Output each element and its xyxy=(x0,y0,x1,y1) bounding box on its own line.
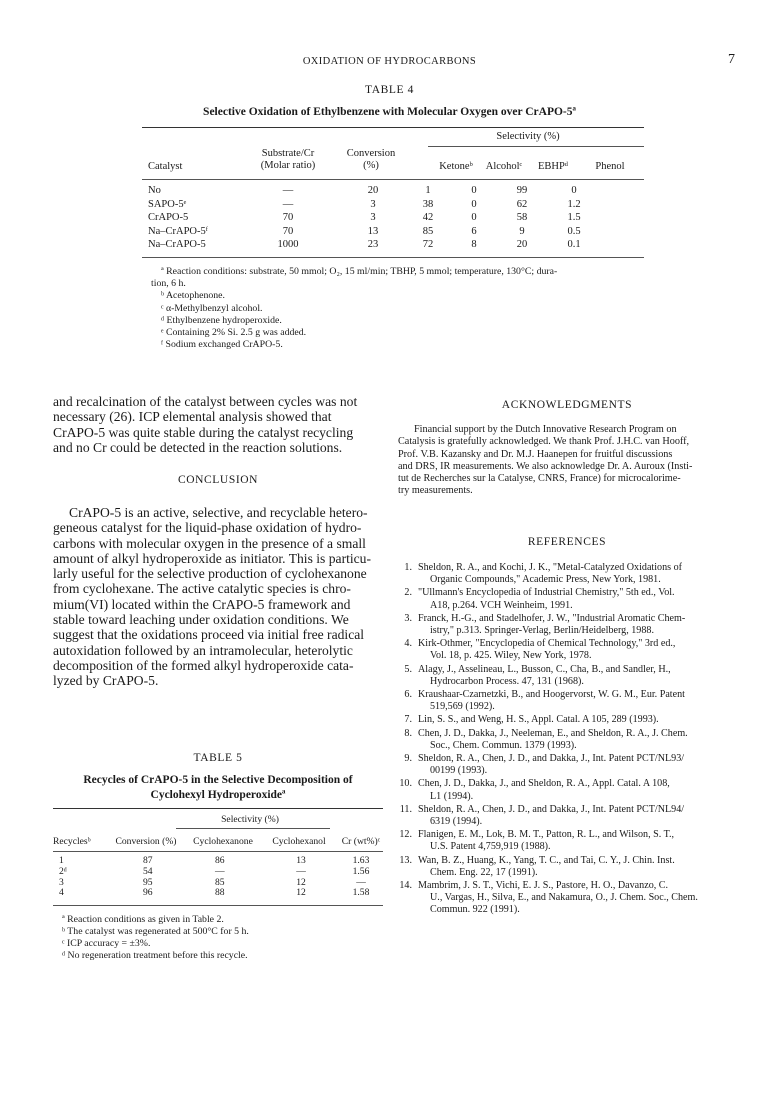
table4-cell-alcohol: 6 xyxy=(471,225,477,237)
table5-cell-cr: 1.56 xyxy=(352,865,370,877)
table5-cell-conversion: 96 xyxy=(143,887,153,899)
table4-cell-ebhp: 99 xyxy=(516,185,528,197)
conclusion-heading: CONCLUSION xyxy=(177,474,259,486)
text-line: suggest that the oxidations proceed via initial free radical xyxy=(53,627,365,643)
table5-col-conversion: Conversion (%) xyxy=(115,836,177,847)
reference-item xyxy=(392,728,740,752)
reference-line: Chen, J. D., Dakka, J., Neeleman, E., and Sheldon, R. A., J. Chem. xyxy=(418,727,688,739)
reference-number: 14. xyxy=(399,880,412,892)
reference-number: 8. xyxy=(404,727,412,739)
table5-cell-cr: 1.63 xyxy=(352,855,370,866)
table4-cell-ketone: 42 xyxy=(422,212,434,224)
table4-cell-spacer xyxy=(602,211,644,225)
table4-footnote-c: ᶜ α-Methylbenzyl alcohol. xyxy=(161,302,263,314)
table4-cell-conversion: 3 xyxy=(370,198,376,210)
table4-cell-ebhp: 58 xyxy=(516,212,528,224)
table5-cell-cyclohexanone: 85 xyxy=(215,876,225,888)
reference-number: 2. xyxy=(404,587,412,599)
table5-caption: TABLE 5 xyxy=(193,752,243,764)
table4-col-ebhp: EBHPᵈ xyxy=(537,161,569,172)
reference-number: 10. xyxy=(399,778,412,790)
table4-cell-ebhp: 9 xyxy=(519,225,525,237)
table5-cell-recycles: 2ᵈ xyxy=(59,865,67,877)
text-line: and recalcination of the catalyst between cycles was not xyxy=(53,394,358,409)
table5-header-rule xyxy=(53,851,383,852)
reference-item xyxy=(392,829,740,853)
table5-cell-conversion: 87 xyxy=(143,855,153,866)
table5-cell-cyclohexanone: 88 xyxy=(215,887,225,899)
table4-cell-spacer xyxy=(602,198,644,212)
table4-row xyxy=(142,238,644,252)
table4-cell-conversion: 13 xyxy=(367,225,379,237)
table4-col-ketone: Ketoneᵇ xyxy=(439,161,473,172)
table4-row xyxy=(142,211,644,225)
table5-col-cyclohexanol: Cyclohexanol xyxy=(272,836,326,847)
table4-footnote-a-cont: tion, 6 h. xyxy=(151,278,186,290)
table4-col-conversion: Conversion xyxy=(346,148,396,159)
reference-line: Flanigen, E. M., Lok, B. M. T., Patton, R. L., and Wilson, S. T., xyxy=(418,829,675,841)
table4-cell-ebhp: 20 xyxy=(516,239,528,251)
table4-title: Selective Oxidation of Ethylbenzene with Molecular Oxygen over CrAPO-5ª xyxy=(203,106,576,118)
references-heading: REFERENCES xyxy=(527,536,607,548)
acknowledgments-paragraph xyxy=(398,424,736,498)
table4-footnote-e: ᵉ Containing 2% Si. 2.5 g was added. xyxy=(161,327,307,339)
reference-item xyxy=(392,562,740,586)
table5-title-line: Recycles of CrAPO-5 in the Selective Decomposition of xyxy=(83,774,353,786)
table4-footnote-a: ª Reaction conditions: substrate, 50 mmol; O₂, 15 ml/min; TBHP, 5 mmol; temperature, 130°C; dura- xyxy=(161,266,558,277)
reference-line: Lin, S. S., and Weng, H. S., Appl. Catal. A 105, 289 (1993). xyxy=(418,714,659,726)
reference-item xyxy=(392,638,740,662)
table5-group-rule xyxy=(176,828,330,829)
table4-col-phenol: Phenol xyxy=(595,161,625,172)
table5-footnote-c: ᶜ ICP accuracy = ±3%. xyxy=(62,938,151,949)
table5-col-cr: Cr (wt%)ᶜ xyxy=(341,836,381,847)
conclusion-paragraph xyxy=(53,505,383,689)
text-line: autoxidation followed by an intramolecular, heterolytic xyxy=(53,642,353,658)
table4-cell-conversion: 23 xyxy=(367,239,379,251)
reference-number: 11. xyxy=(399,803,412,815)
reference-number: 1. xyxy=(404,562,412,573)
left-intro-paragraph xyxy=(53,394,383,455)
text-line: stable toward leaching under oxidation conditions. We xyxy=(53,612,349,628)
table5-cell-cyclohexanone: — xyxy=(215,865,225,877)
reference-line: Chen, J. D., Dakka, J., and Sheldon, R. A., Appl. Catal. A 108, xyxy=(418,778,670,790)
reference-line: 519,569 (1992). xyxy=(430,701,495,713)
reference-line: Soc., Chem. Commun. 1379 (1993). xyxy=(430,739,577,751)
text-line: CrAPO-5 was quite stable during the catalyst recycling xyxy=(53,424,354,440)
table5-footnote-d: ᵈ No regeneration treatment before this recycle. xyxy=(62,950,248,961)
table5-cell-recycles: 1 xyxy=(59,855,64,866)
table4-cell-alcohol: 0 xyxy=(471,212,477,224)
reference-number: 6. xyxy=(404,689,412,701)
table4-footnote-f: ᶠ Sodium exchanged CrAPO-5. xyxy=(161,339,283,351)
table5-body xyxy=(53,856,383,899)
table4-footnote-b: ᵇ Acetophenone. xyxy=(161,290,225,302)
text-line: tut de Recherches sur la Catalyse, CNRS, France) for microcalorime- xyxy=(398,473,681,485)
table4-cell-conversion: 20 xyxy=(367,185,379,197)
text-line: Financial support by the Dutch Innovative Research Program on xyxy=(414,424,677,435)
table5-cell-cr: — xyxy=(356,876,366,888)
reference-line: Sheldon, R. A., Chen, J. D., and Dakka, J., Int. Patent PCT/NL93/ xyxy=(418,753,685,765)
table5-cell-recycles: 3 xyxy=(59,876,64,888)
table5-bottom-rule xyxy=(53,905,383,906)
table4-cell-phenol: 0 xyxy=(571,185,577,197)
references-list xyxy=(392,562,740,918)
table4-cell-ebhp: 62 xyxy=(516,198,528,210)
text-line: geneous catalyst for the liquid-phase oxidation of hydro- xyxy=(53,520,362,536)
text-line: amount of alkyl hydroperoxide as initiator. This is particu- xyxy=(53,550,372,566)
text-line: CrAPO-5 is an active, selective, and recyclable hetero- xyxy=(69,505,368,520)
table4-caption: TABLE 4 xyxy=(365,84,414,96)
table4-col-catalyst: Catalyst xyxy=(148,161,183,172)
table4-header-rule xyxy=(142,179,644,180)
text-line: try measurements. xyxy=(398,485,473,497)
table4-cell-ratio: — xyxy=(282,198,294,210)
table4-row xyxy=(142,184,644,198)
table4-cell-spacer xyxy=(602,184,644,198)
reference-line: Organic Compounds," Academic Press, New York, 1981. xyxy=(430,574,661,586)
table4-cell-catalyst: SAPO-5ᵉ xyxy=(148,198,187,210)
reference-item xyxy=(392,664,740,688)
text-line: carbons with molecular oxygen in the presence of a small xyxy=(53,535,366,551)
reference-item xyxy=(392,753,740,777)
table5-cell-cyclohexanol: 12 xyxy=(296,887,306,899)
text-line: lyzed by CrAPO-5. xyxy=(53,673,159,689)
reference-line: 00199 (1993). xyxy=(430,765,488,777)
table5-group-header: Selectivity (%) xyxy=(221,814,279,825)
table5-cell-conversion: 95 xyxy=(143,876,153,888)
reference-item xyxy=(392,613,740,637)
reference-item xyxy=(392,587,740,611)
table5-cell-conversion: 54 xyxy=(143,865,153,877)
reference-item xyxy=(392,714,740,726)
table5-cell-cr: 1.58 xyxy=(352,887,370,899)
table4-cell-ratio: 70 xyxy=(282,225,294,237)
reference-line: U., Vargas, H., Silva, E., and Nakamura, O., J. Chem. Soc., Chem. xyxy=(430,892,698,904)
text-line: larly useful for the selective production of cyclohexanone xyxy=(53,566,367,582)
reference-line: 6319 (1994). xyxy=(430,816,483,828)
table4-cell-spacer xyxy=(602,238,644,252)
table4-cell-ketone: 38 xyxy=(422,198,434,210)
reference-line: L1 (1994). xyxy=(430,790,474,802)
table5-footnote-b: ᵇ The catalyst was regenerated at 500°C for 5 h. xyxy=(62,926,249,937)
reference-item xyxy=(392,689,740,713)
table4-cell-alcohol: 0 xyxy=(471,198,477,210)
reference-line: Alagy, J., Asselineau, L., Busson, C., Cha, B., and Sandler, H., xyxy=(418,663,671,675)
text-line: necessary (26). ICP elemental analysis showed that xyxy=(53,409,332,425)
table4-cell-catalyst: Na–CrAPO-5ᶠ xyxy=(148,225,208,237)
reference-line: U.S. Patent 4,759,919 (1988). xyxy=(430,841,551,853)
text-line: and no Cr could be detected in the reaction solutions. xyxy=(53,439,343,455)
acknowledgments-heading: ACKNOWLEDGMENTS xyxy=(501,399,633,411)
running-title: OXIDATION OF HYDROCARBONS xyxy=(302,56,477,67)
table5-footnotes xyxy=(56,914,386,962)
text-line: Prof. V.B. Kazansky and Dr. M.J. Haanepen for fruitful discussions xyxy=(398,448,673,460)
reference-item xyxy=(392,778,740,802)
reference-line: A18, p.264. VCH Weinheim, 1991. xyxy=(430,599,573,611)
reference-number: 7. xyxy=(404,714,412,726)
reference-line: Kraushaar-Czarnetzki, B., and Hoogervorst, W. G. M., Eur. Patent xyxy=(418,689,685,701)
table5-cell-cyclohexanol: 12 xyxy=(296,876,306,888)
reference-number: 9. xyxy=(404,753,412,765)
text-line: from cyclohexane. The active catalytic species is chro- xyxy=(53,581,351,597)
table4-cell-catalyst: CrAPO-5 xyxy=(148,212,189,224)
table4-cell-spacer xyxy=(602,225,644,239)
table4-cell-phenol: 1.5 xyxy=(567,212,581,224)
table4-bottom-rule xyxy=(142,257,644,258)
table4-cell-catalyst: No xyxy=(148,185,161,197)
table4-footnote-d: ᵈ Ethylbenzene hydroperoxide. xyxy=(161,314,282,326)
table4-cell-ketone: 85 xyxy=(422,225,434,237)
table5-cell-recycles: 4 xyxy=(59,887,64,899)
table4-cell-ketone: 72 xyxy=(422,239,434,251)
table4-col-substrate-unit: (Molar ratio) xyxy=(260,160,316,171)
reference-line: Kirk-Othmer, "Encyclopedia of Chemical Technology," 3rd ed., xyxy=(418,638,676,650)
reference-line: Sheldon, R. A., and Kochi, J. K., "Metal-Catalyzed Oxidations of xyxy=(418,562,682,573)
table4-row xyxy=(142,198,644,212)
table4-col-alcohol: Alcoholᶜ xyxy=(485,161,523,172)
table5-title xyxy=(40,773,396,803)
table4-row xyxy=(142,225,644,239)
table4-col-conversion-unit: (%) xyxy=(363,160,379,171)
reference-line: Commun. 922 (1991). xyxy=(430,904,520,916)
page-number: 7 xyxy=(728,52,735,67)
reference-number: 12. xyxy=(399,829,412,841)
table4-group-rule xyxy=(428,146,644,147)
text-line: decomposition of the formed alkyl hydroperoxide cata- xyxy=(53,657,354,673)
reference-line: "Ullmann's Encyclopedia of Industrial Chemistry," 5th ed., Vol. xyxy=(418,587,675,599)
table4-cell-alcohol: 8 xyxy=(471,239,477,251)
table5-row xyxy=(53,867,383,878)
table4-body xyxy=(142,184,644,252)
reference-item xyxy=(392,804,740,828)
table4-cell-ratio: 70 xyxy=(282,212,294,224)
reference-line: Wan, B. Z., Huang, K., Yang, T. C., and Tai, C. Y., J. Chin. Inst. xyxy=(418,854,675,866)
reference-line: istry," p.313. Springer-Verlag, Berlin/Heidelberg, 1988. xyxy=(430,625,654,637)
table4-cell-ratio: 1000 xyxy=(277,239,299,251)
reference-line: Hydrocarbon Process. 47, 131 (1968). xyxy=(430,675,584,687)
table4-top-rule xyxy=(142,127,644,128)
table5-col-cyclohexanone: Cyclohexanone xyxy=(193,836,253,847)
table4-col-substrate: Substrate/Cr xyxy=(261,148,315,159)
reference-number: 5. xyxy=(404,663,412,675)
reference-item xyxy=(392,880,740,917)
table4-footnotes xyxy=(151,266,651,351)
table4-cell-alcohol: 0 xyxy=(471,185,477,197)
reference-line: Vol. 18, p. 425. Wiley, New York, 1978. xyxy=(430,650,592,662)
table4-cell-phenol: 1.2 xyxy=(567,198,581,210)
table4-cell-ratio: — xyxy=(282,185,294,197)
table5-col-recycles: Recyclesᵇ xyxy=(53,836,91,847)
table4-cell-catalyst: Na–CrAPO-5 xyxy=(148,239,206,251)
reference-number: 3. xyxy=(404,612,412,624)
reference-line: Chem. Eng. 22, 17 (1991). xyxy=(430,866,538,878)
table4-cell-conversion: 3 xyxy=(370,212,376,224)
reference-line: Mambrim, J. S. T., Vichi, E. J. S., Pastore, H. O., Davanzo, C. xyxy=(418,880,669,892)
table5-cell-cyclohexanol: 13 xyxy=(296,855,306,866)
table5-cell-cyclohexanol: — xyxy=(296,865,306,877)
table4-group-header: Selectivity (%) xyxy=(496,131,560,142)
table4-cell-phenol: 0.5 xyxy=(567,225,581,237)
table5-title-line: Cyclohexyl Hydroperoxideª xyxy=(150,789,286,801)
table5-top-rule xyxy=(53,808,383,809)
text-line: mium(VI) located within the CrAPO-5 framework and xyxy=(53,596,351,612)
table5-cell-cyclohexanone: 86 xyxy=(215,855,225,866)
reference-line: Franck, H.-G., and Stadelhofer, J. W., "Industrial Aromatic Chem- xyxy=(418,612,686,624)
table5-row xyxy=(53,888,383,899)
reference-number: 4. xyxy=(404,638,412,650)
table4-cell-ketone: 1 xyxy=(425,185,431,197)
reference-line: Sheldon, R. A., Chen, J. D., and Dakka, J., Int. Patent PCT/NL94/ xyxy=(418,803,685,815)
reference-number: 13. xyxy=(399,854,412,866)
reference-item xyxy=(392,855,740,879)
text-line: and DRS, IR measurements. We also acknowledge Dr. A. Auroux (Insti- xyxy=(398,460,693,472)
text-line: Catalysis is gratefully acknowledged. We thank Prof. J.H.C. van Hooff, xyxy=(398,436,690,448)
table4-cell-phenol: 0.1 xyxy=(567,239,581,251)
table5-footnote-a: ª Reaction conditions as given in Table 2. xyxy=(62,914,224,925)
